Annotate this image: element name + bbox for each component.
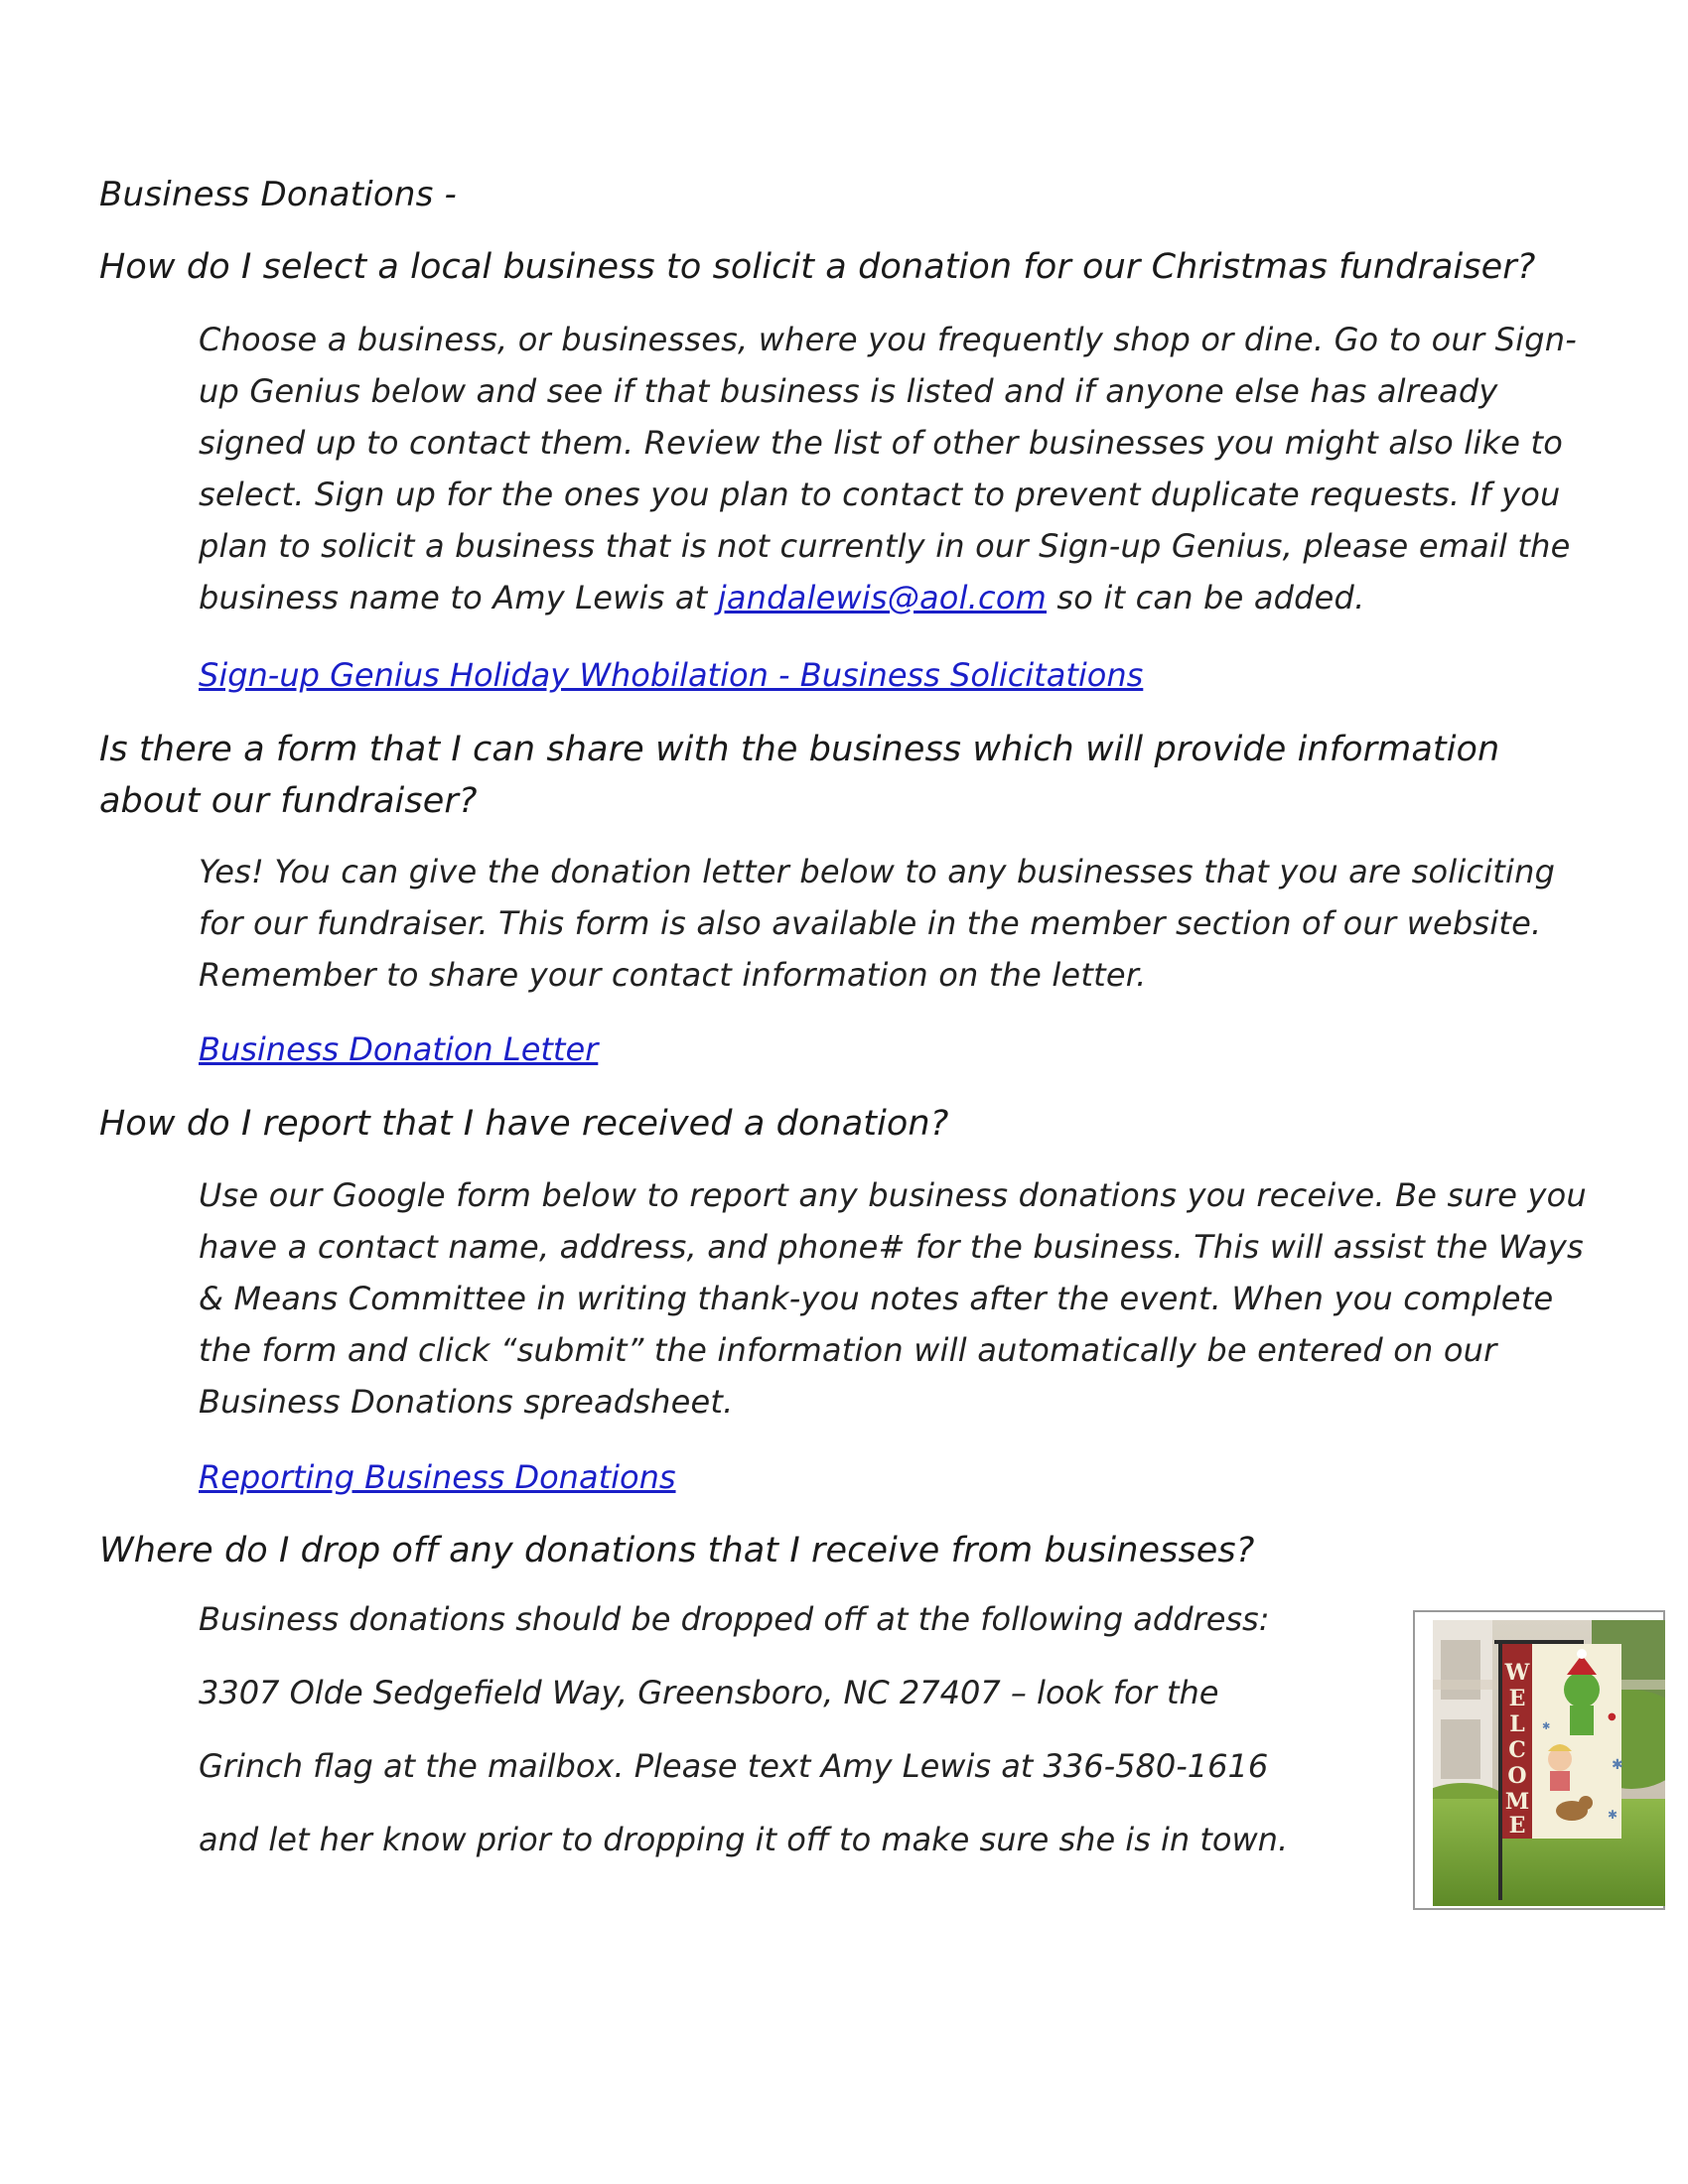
answer-share-form: Yes! You can give the donation letter below to any businesses that you are soliciting for our fundraiser. This form is also available in the member section of our website. Remember to share your contact information on the letter. (199, 853, 1556, 994)
business-donation-letter-link[interactable]: Business Donation Letter (199, 1030, 599, 1068)
donation-letter-link-row (199, 1025, 598, 1073)
flag-photo (1433, 1620, 1665, 1906)
document-title: Business Donations - (99, 175, 458, 214)
svg-text:C: C (1508, 1737, 1526, 1763)
report-donations-link-row (199, 1453, 676, 1501)
svg-text:E: E (1508, 1813, 1526, 1839)
reporting-business-donations-link[interactable]: Reporting Business Donations (199, 1458, 676, 1496)
grinch-flag-image (1413, 1610, 1665, 1910)
svg-text:●: ● (1608, 1711, 1617, 1722)
drop-off-intro: Business donations should be dropped off at the following address: (199, 1600, 1270, 1638)
question-share-form: Is there a form that I can share with the business which will provide information about our fundraiser? (99, 730, 1500, 821)
drop-off-address-block (199, 1600, 1370, 1898)
answer-select-business (199, 314, 1589, 623)
drop-off-note: Grinch flag at the mailbox. Please text Amy Lewis at 336-580-1616 (199, 1747, 1269, 1785)
svg-text:✱: ✱ (1542, 1721, 1551, 1732)
svg-text:✱: ✱ (1608, 1808, 1618, 1822)
question-select-business: How do I select a local business to solicit a donation for our Christmas fundraiser? (99, 247, 1536, 287)
question-drop-off: Where do I drop off any donations that I receive from businesses? (99, 1531, 1255, 1570)
drop-off-note-end: and let her know prior to dropping it off to make sure she is in town. (199, 1821, 1289, 1858)
svg-text:✱: ✱ (1612, 1757, 1623, 1773)
answer-report-donation: Use our Google form below to report any business donations you receive. Be sure you have a contact name, address, and phone# for the business. This will assist the Ways & Means Committee in writing thank-you notes after the event. When you complete the form and click “submit” the information will automatically be entered on our Business Donations spreadsheet. (199, 1176, 1587, 1421)
grinch-flag-illustration (1433, 1620, 1665, 1906)
answer-text-end: so it can be added. (1047, 579, 1365, 616)
signup-genius-link[interactable]: Sign-up Genius Holiday Whobilation - Business Solicitations (199, 656, 1144, 694)
drop-off-address: 3307 Olde Sedgefield Way, Greensboro, NC 27407 – look for the (199, 1674, 1219, 1711)
answer-text: Choose a business, or businesses, where you frequently shop or dine. Go to our Sign-up Genius below and see if that business is listed and if anyone else has already signed up to contact them. Review the list of other businesses you might also like to select. Sign up for the ones you plan to contact to prevent duplicate requests. If you plan to solicit a business that is not currently in our Sign-up Genius, please email the business name to Amy Lewis at (199, 321, 1577, 616)
svg-text:O: O (1507, 1763, 1527, 1789)
signup-genius-link-row (199, 651, 1143, 699)
question-report-donation: How do I report that I have received a donation? (99, 1104, 949, 1144)
email-link[interactable]: jandalewis@aol.com (717, 579, 1047, 616)
svg-text:E: E (1508, 1686, 1526, 1711)
svg-text:M: M (1504, 1789, 1530, 1815)
svg-text:W: W (1504, 1660, 1530, 1686)
svg-text:L: L (1509, 1711, 1525, 1737)
